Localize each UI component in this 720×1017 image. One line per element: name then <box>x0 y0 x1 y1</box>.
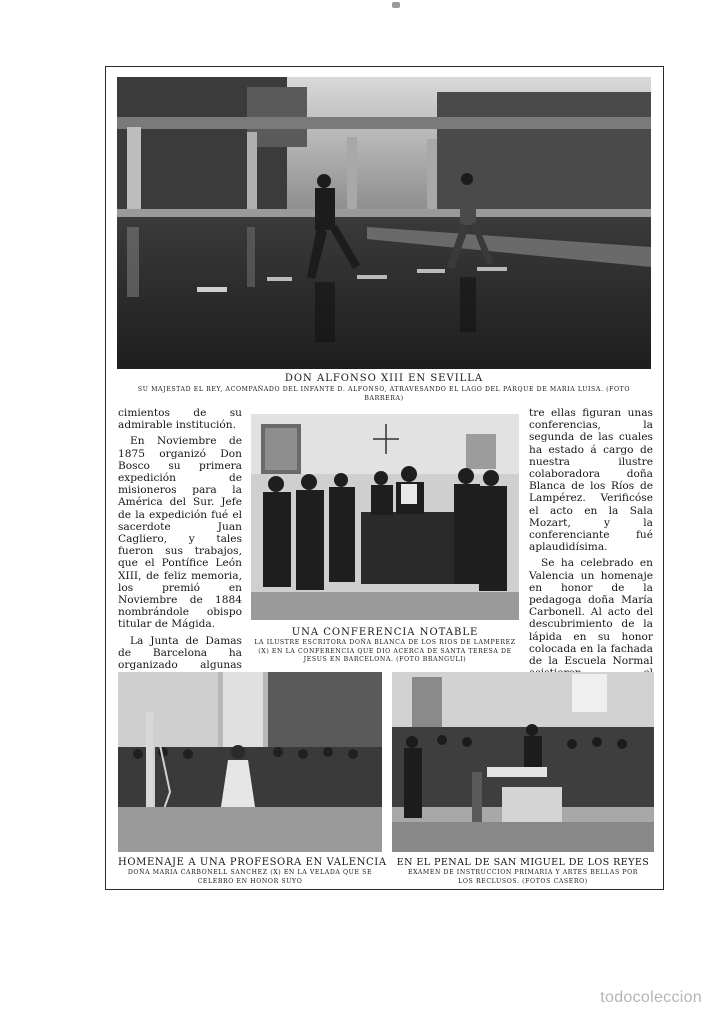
photo-conference <box>251 414 519 620</box>
left-paragraph: En Noviembre de 1875 organizó Don Bosco su primera expedición de misioneros para la América del Sur. Jefe de la expedición fué el sacerdote Juan Cagliero, y tales fueron sus trabajos, que el Pontífice León XIII, de feliz memoria, los premió en Noviembre de 1884 nombrándole obispo titular de Mágida. <box>118 435 242 631</box>
scan-speck <box>392 2 400 8</box>
left-paragraph: La Junta de Damas de Barcelona ha organizado algunas <box>118 634 242 672</box>
title-penal: EN EL PENAL DE SAN MIGUEL DE LOS REYES <box>396 857 650 868</box>
caption-conference: LA ILUSTRE ESCRITORA DOÑA BLANCA DE LOS RIOS DE LAMPEREZ (X) EN LA CONFERENCIA QUE DIO ACERCA DE SANTA TERESA DE JESUS EN BARCELONA. (FOTO BRANGULI) <box>254 639 516 663</box>
left-column-text <box>118 407 242 672</box>
caption-alfonso: SU MAJESTAD EL REY, ACOMPAÑADO DEL INFANTE D. ALFONSO, ATRAVESANDO EL LAGO DEL PARQUE DE MARIA LUISA. (FOTO BARRERA) <box>137 386 631 402</box>
left-paragraph: cimientos de su admirable institución. <box>118 407 242 432</box>
title-valencia: HOMENAJE A UNA PROFESORA EN VALENCIA <box>118 857 387 868</box>
right-paragraph: tre ellas figuran unas conferencias, la segunda de las cuales ha estado á cargo de nuestra ilustre colaboradora doña Blanca de los Ríos de Lampérez. Verificóse el acto en la Sala Mozart, y la conferenciante fué aplaudidísima. <box>529 407 653 554</box>
photo-penal-san-miguel <box>392 672 654 852</box>
right-column-text <box>529 407 653 669</box>
title-alfonso: DON ALFONSO XIII EN SEVILLA <box>284 373 484 384</box>
photo-valencia-homage <box>118 672 382 852</box>
watermark-logo: todocoleccion <box>600 989 702 1006</box>
title-conference: UNA CONFERENCIA NOTABLE <box>291 627 479 638</box>
caption-penal: EXAMEN DE INSTRUCCION PRIMARIA Y ARTES BELLAS POR LOS RECLUSOS. (FOTOS CASERO) <box>407 869 639 885</box>
photo-king-crossing-lake <box>117 77 651 369</box>
caption-valencia: DOÑA MARIA CARBONELL SANCHEZ (X) EN LA VELADA QUE SE CELEBRO EN HONOR SUYO <box>127 869 373 885</box>
right-paragraph: Se ha celebrado en Valencia un homenaje en honor de la pedagoga doña María Carbonell. Al acto del descubrimiento de la lápida en su honor colocada en la fachada de la Escuela Normal <box>529 557 653 668</box>
